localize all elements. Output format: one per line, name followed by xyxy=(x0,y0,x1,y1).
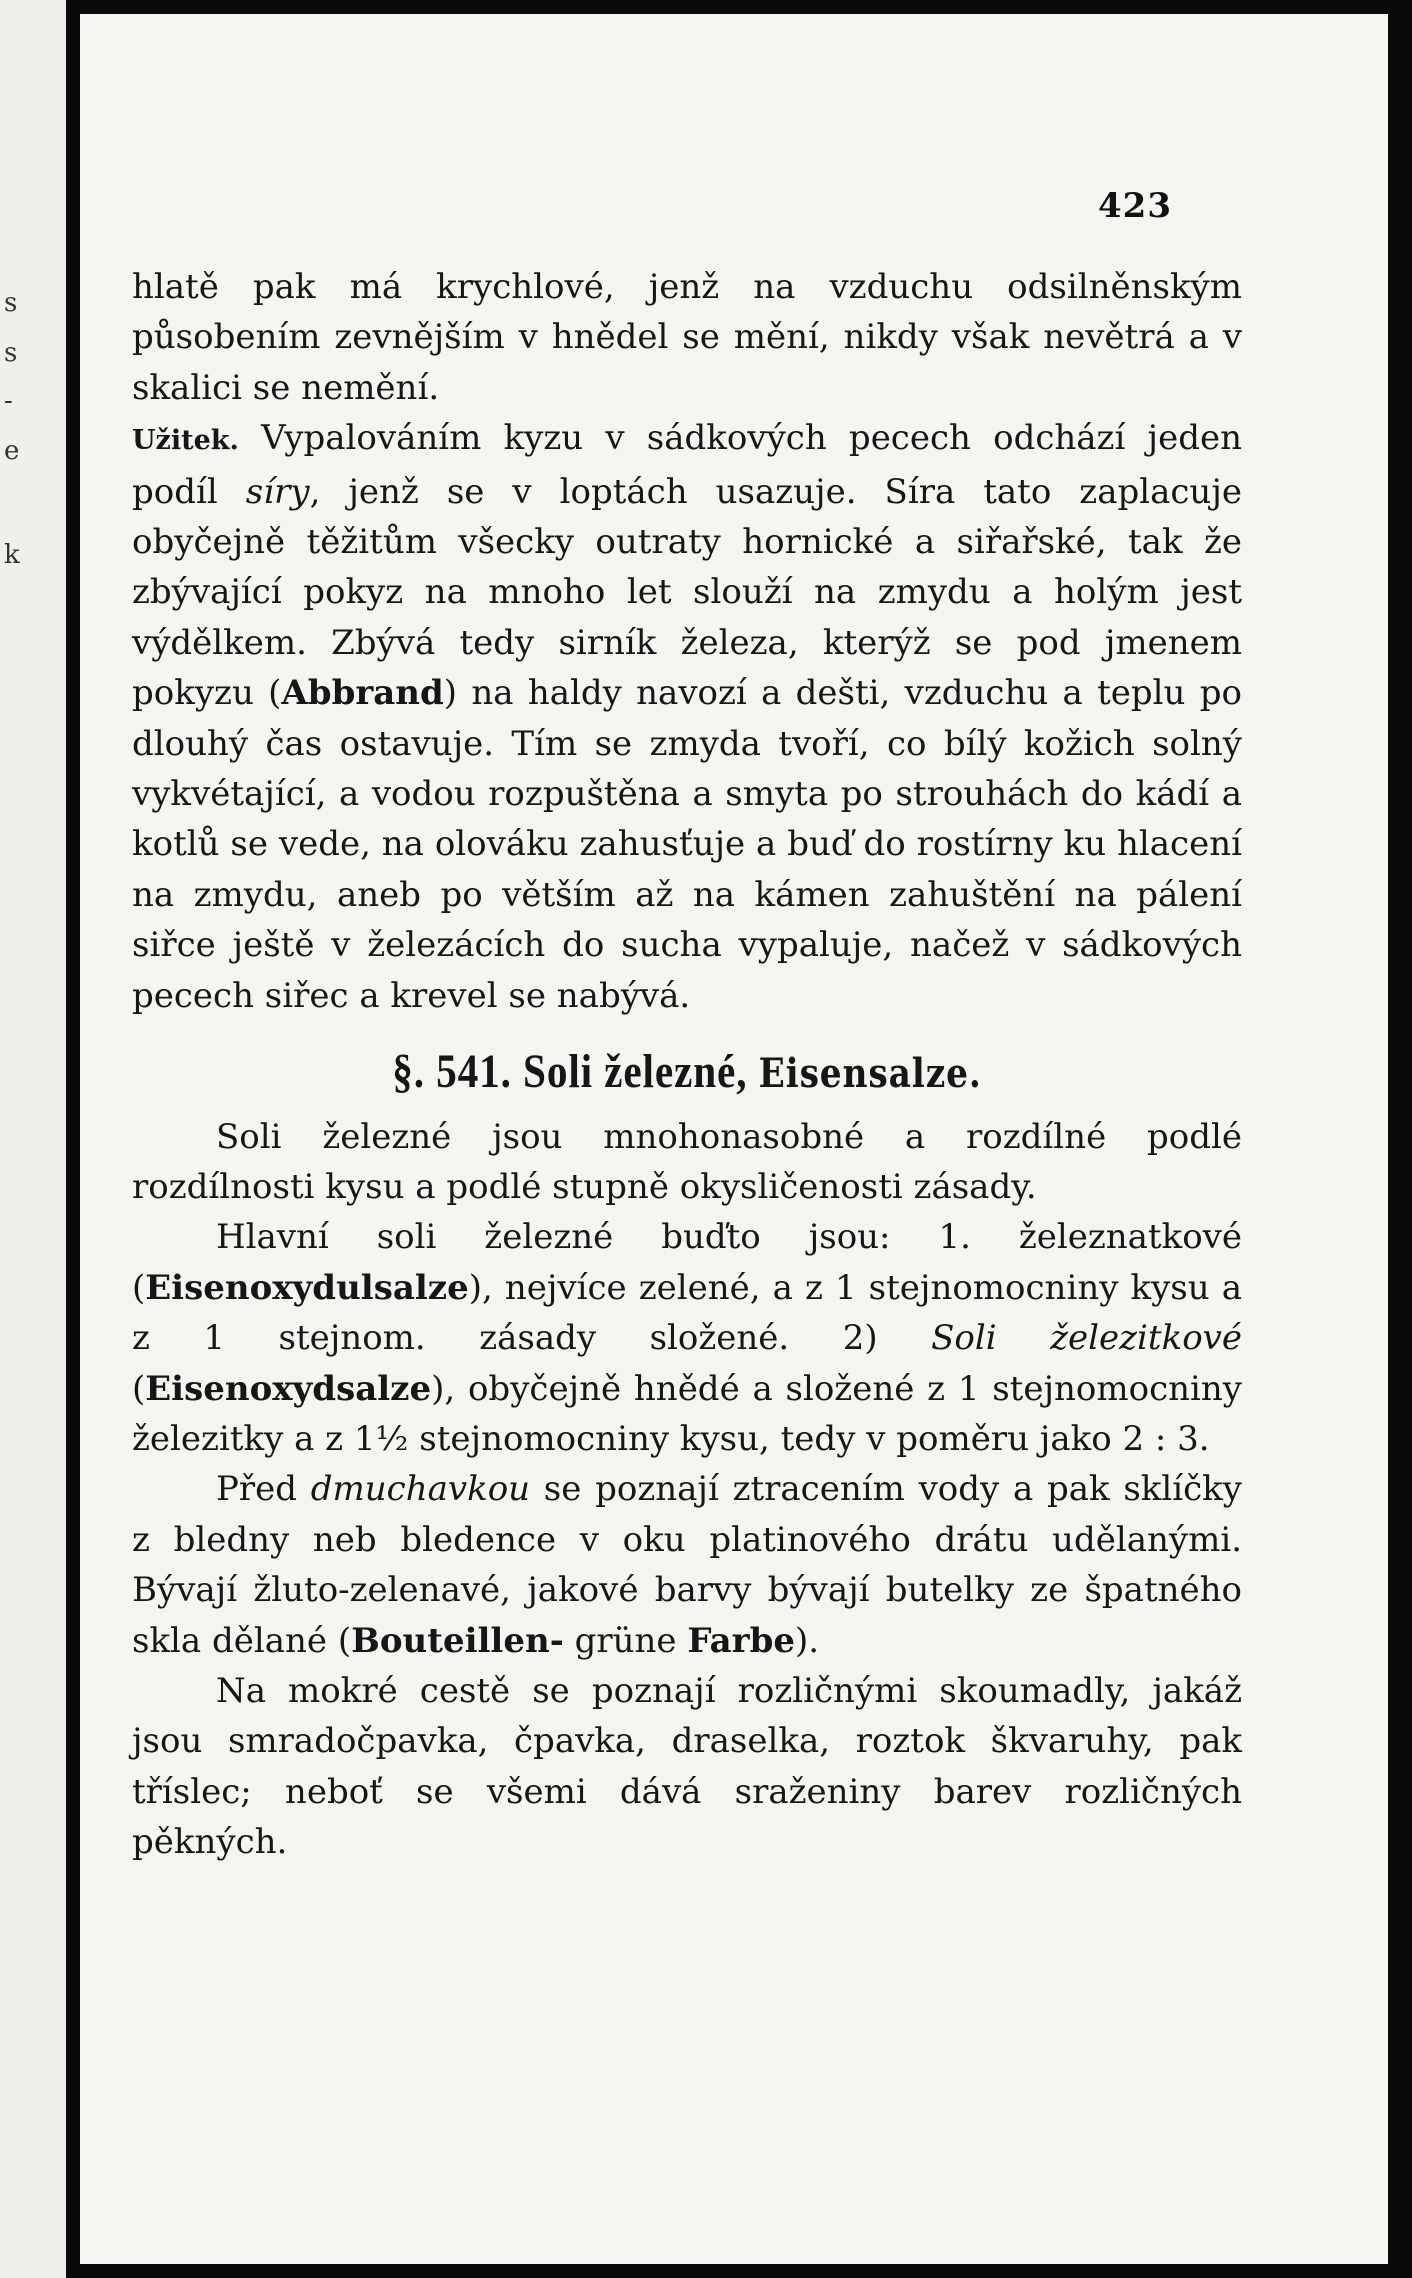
paragraph xyxy=(132,262,1242,413)
paragraph xyxy=(132,1212,1242,1464)
german-term: Farbe xyxy=(687,1620,796,1661)
page-body xyxy=(132,262,1242,1868)
text-run: §. 541. Soli železné, xyxy=(392,1045,759,1099)
paragraph xyxy=(132,1464,1242,1666)
margin-fragment: e xyxy=(4,436,20,466)
text-run: Hlavní soli železné buďto jsou: 1. železnatkové ( xyxy=(132,1217,1242,1308)
german-term: Eisenoxydsalze xyxy=(145,1368,432,1409)
text-run: hlatě pak má krychlové, jenž na vzduchu odsilněnským působením zevnějším v hnědel se mění, nikdy však nevětrá a v skalici se nemění. xyxy=(132,267,1242,408)
text-run: se poznají ztracením vody a pak sklíčky z bledny neb bledence v oku platinového drátu udělanými. Bývají žluto-zelenavé, jakové barvy bývají butelky ze špatného skla dělané ( xyxy=(132,1469,1242,1661)
text-run: grüne xyxy=(563,1620,688,1661)
text-run: ). xyxy=(795,1620,820,1661)
previous-page-strip xyxy=(0,0,66,2278)
margin-fragment: s xyxy=(4,338,18,368)
paragraph xyxy=(132,413,1242,1021)
text-run: ), nejvíce zelené, a z 1 stejnomocniny kysu a z 1 stejnom. zásady složené. 2) xyxy=(132,1267,1242,1359)
text-run: , jenž se v loptách usazuje. Síra tato zaplacuje obyčejně těžitům všecky outraty hornické a siřařské, tak že zbývající pokyz na mnoho let slouží na zmydu a holým jest výdělkem. Zbývá tedy sirník železa, kterýž se pod jmenem pokyzu ( xyxy=(132,471,1242,714)
german-term: Abbrand xyxy=(281,673,444,714)
book-page xyxy=(80,14,1388,2264)
page-number: 423 xyxy=(1098,186,1172,226)
italic-term: dmuchavkou xyxy=(310,1469,531,1510)
italic-term: síry xyxy=(245,471,310,512)
text-run: Na mokré cestě se poznají rozličnými skoumadly, jakáž jsou smradočpavka, čpavka, draselka, roztok škvaruhy, pak tříslec; neboť se všemi dává sraženiny barev rozličných pěkných. xyxy=(132,1670,1242,1863)
margin-fragment: s xyxy=(4,288,18,318)
text-run: Vypalováním kyzu v sádkových pecech odchází jeden podíl xyxy=(132,418,1242,512)
section-heading xyxy=(210,1047,1165,1099)
german-term: Eisensalze. xyxy=(758,1050,982,1098)
text-run: ( xyxy=(132,1368,146,1409)
paragraph xyxy=(132,1666,1242,1868)
german-term: Bouteillen- xyxy=(351,1620,564,1661)
side-heading: Užitek. xyxy=(132,425,239,457)
margin-fragment: k xyxy=(4,540,20,570)
text-run: Před xyxy=(216,1469,311,1510)
text-run: Soli železné jsou mnohonasobné a rozdílné podlé rozdílnosti kysu a podlé stupně okysličenosti zásady. xyxy=(132,1116,1242,1207)
german-term: Eisenoxydulsalze xyxy=(145,1267,469,1308)
margin-fragment: - xyxy=(4,386,13,416)
text-run: ), obyčejně hnědé a složené z 1 stejnomocniny železitky a z 1½ stejnomocniny kysu, tedy v poměru jako 2 : 3. xyxy=(132,1368,1242,1459)
text-run: ) na haldy navozí a dešti, vzduchu a teplu po dlouhý čas ostavuje. Tím se zmyda tvoří, co bílý kožich solný vykvétající, a vodou rozpuštěna a smyta po strouhách do kádí a kotlů se vede, na olováku zahusťuje a buď do rostírny ku hlacení na zmydu, aneb po větším až na kámen zahuštění na pálení siřce ještě v železácích do sucha vypaluje, načež v sádkových pecech siřec a krevel se nabývá. xyxy=(132,673,1242,1016)
paragraph xyxy=(132,1112,1242,1213)
italic-term: Soli železitkové xyxy=(931,1318,1242,1359)
